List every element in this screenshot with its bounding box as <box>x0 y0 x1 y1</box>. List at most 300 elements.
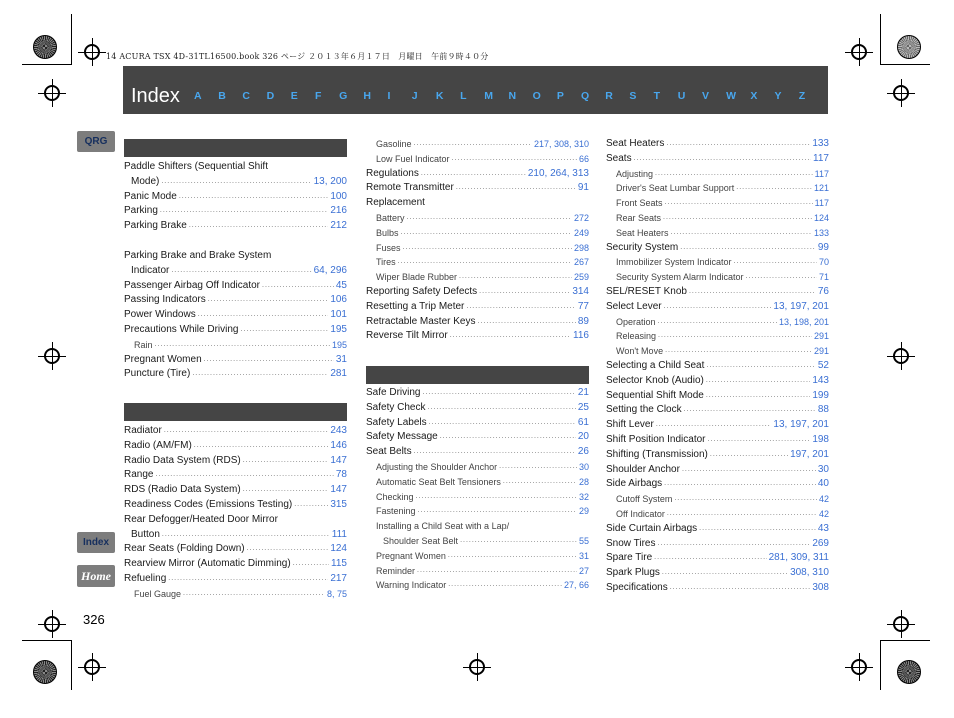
index-entry[interactable] <box>124 353 347 368</box>
index-entry[interactable] <box>366 285 589 300</box>
index-entry[interactable] <box>606 226 829 241</box>
index-entry[interactable] <box>606 196 829 211</box>
page-reference-link[interactable]: 13, 198, 201 <box>778 316 829 327</box>
entry-label: Paddle Shifters (Sequential Shift <box>124 161 268 172</box>
entry-label: Button <box>131 528 160 540</box>
dot-leader <box>418 504 577 519</box>
index-entry[interactable] <box>124 367 347 382</box>
page-reference-link[interactable]: 116 <box>573 330 589 342</box>
dot-leader <box>456 181 576 196</box>
dot-leader <box>664 300 772 315</box>
index-entry[interactable] <box>124 279 347 294</box>
index-entry[interactable] <box>606 211 829 226</box>
crop-mark <box>71 640 72 690</box>
entry-label: Fuses <box>376 242 401 253</box>
index-entry[interactable] <box>606 344 829 359</box>
index-entry[interactable] <box>606 315 829 330</box>
entry-label: Setting the Clock <box>606 404 682 416</box>
index-entry[interactable] <box>124 528 347 543</box>
page-reference-link[interactable]: 124 <box>330 543 347 555</box>
index-entry[interactable] <box>124 338 347 353</box>
section-bar-r <box>124 403 347 421</box>
page-reference-link[interactable]: 76 <box>817 285 829 297</box>
entry-label: Remote Transmitter <box>366 182 454 194</box>
page-reference-link[interactable]: 25 <box>577 401 589 413</box>
letter-link-k[interactable]: K <box>435 90 444 102</box>
index-entry[interactable] <box>366 490 589 505</box>
page-reference-link[interactable]: 147 <box>330 484 347 496</box>
letter-link-a[interactable]: A <box>194 90 202 102</box>
page-reference-link[interactable]: 106 <box>330 294 347 306</box>
home-button[interactable]: Home <box>77 565 115 587</box>
registration-mark-icon <box>44 85 60 101</box>
index-entry[interactable] <box>366 226 589 241</box>
page-reference-link[interactable]: 217 <box>330 572 347 584</box>
entry-label: Gasoline <box>376 139 412 149</box>
dot-leader <box>666 137 810 152</box>
page-reference-link[interactable]: 249 <box>573 227 589 238</box>
page-reference-link[interactable]: 291 <box>813 346 829 357</box>
index-column-2 <box>366 137 589 344</box>
entry-label: Cutoff System <box>616 494 673 505</box>
page-reference-link[interactable]: 42 <box>818 494 829 505</box>
dot-leader <box>262 279 334 294</box>
index-entry[interactable] <box>606 433 829 448</box>
color-target-icon <box>33 660 57 684</box>
index-entry[interactable] <box>124 264 347 279</box>
entry-label: Parking Brake and Brake System <box>124 249 272 261</box>
entry-label: Releasing <box>616 331 657 342</box>
page-reference-link[interactable]: 121 <box>813 183 829 194</box>
entry-label: Fuel Gauge <box>134 588 182 599</box>
page-reference-link[interactable]: 291 <box>813 331 829 342</box>
section-bar-p <box>124 139 347 157</box>
dot-leader <box>247 542 329 557</box>
entry-label: Rear Defogger/Heated Door Mirror <box>124 513 278 525</box>
index-entry[interactable] <box>366 416 589 431</box>
page-reference-link[interactable]: 88 <box>817 404 829 416</box>
page-reference-link[interactable]: 31 <box>578 550 589 561</box>
dot-leader <box>746 270 817 285</box>
index-entry[interactable] <box>366 255 589 270</box>
entry-label: Readiness Codes (Emissions Testing) <box>124 498 293 510</box>
letter-link-h[interactable]: H <box>363 90 371 102</box>
index-entry[interactable] <box>606 403 829 418</box>
crop-mark <box>880 14 881 64</box>
letter-link-u[interactable]: U <box>677 90 686 102</box>
entry-label: Side Airbags <box>606 478 663 490</box>
index-entry[interactable] <box>606 581 829 596</box>
page-reference-link[interactable]: 117 <box>814 198 829 209</box>
dot-leader <box>293 557 329 572</box>
index-entry[interactable] <box>124 308 347 323</box>
page-reference-link[interactable]: 13, 200 <box>313 175 347 187</box>
page-reference-link[interactable]: 199 <box>812 389 829 401</box>
dot-leader <box>634 152 811 167</box>
page-reference-link[interactable]: 100 <box>330 190 347 202</box>
entry-label: Sequential Shift Mode <box>606 389 704 401</box>
dot-leader <box>706 359 815 374</box>
index-entry[interactable] <box>606 448 829 463</box>
entry-label: Installing a Child Seat with a Lap/ <box>376 521 510 532</box>
page-reference-link[interactable]: 20 <box>577 431 589 443</box>
index-entry[interactable] <box>124 219 347 234</box>
letter-link-y[interactable]: Y <box>774 90 782 102</box>
crop-mark <box>71 14 72 64</box>
page-reference-link[interactable]: 21 <box>577 387 589 398</box>
letter-link-l[interactable]: L <box>460 90 467 102</box>
page-reference-link[interactable]: 217, 308, 310 <box>533 139 589 149</box>
index-entry[interactable] <box>366 300 589 315</box>
index-entry[interactable] <box>366 445 589 460</box>
letter-link-d[interactable]: D <box>266 90 275 102</box>
page-number: 326 <box>83 612 105 627</box>
dot-leader <box>440 430 576 445</box>
index-entry[interactable] <box>124 498 347 513</box>
page-reference-link[interactable]: 26 <box>577 446 589 458</box>
entry-label: Select Lever <box>606 300 662 312</box>
letter-link-q[interactable]: Q <box>581 90 590 102</box>
dot-leader <box>241 323 329 338</box>
index-entry[interactable] <box>366 181 589 196</box>
page-reference-link[interactable]: 42 <box>818 508 829 519</box>
index-entry[interactable] <box>606 300 829 315</box>
page-reference-link[interactable]: 55 <box>578 535 589 546</box>
index-entry[interactable] <box>124 572 347 587</box>
entry-label: Automatic Seat Belt Tensioners <box>376 476 501 487</box>
dot-leader <box>429 416 576 431</box>
dot-leader <box>164 424 329 439</box>
dot-leader <box>736 181 812 196</box>
index-entry[interactable] <box>606 522 829 537</box>
page-reference-link[interactable]: 272 <box>573 212 589 223</box>
dot-leader <box>699 522 816 537</box>
dot-leader <box>654 551 766 566</box>
letter-link-c[interactable]: C <box>242 90 250 102</box>
dot-leader <box>448 578 562 593</box>
page-reference-link[interactable]: 259 <box>573 272 589 283</box>
entries-r <box>124 424 347 602</box>
page-reference-link[interactable]: 89 <box>577 315 589 327</box>
index-entry[interactable] <box>366 534 589 549</box>
index-entry[interactable] <box>366 460 589 475</box>
index-entry[interactable] <box>124 204 347 219</box>
index-entry[interactable] <box>366 504 589 519</box>
index-entry[interactable] <box>366 578 589 593</box>
letter-link-v[interactable]: V <box>701 90 709 102</box>
entry-label: Selector Knob (Audio) <box>606 374 704 386</box>
page-reference-link[interactable]: 133 <box>813 227 829 238</box>
entry-label: Shift Position Indicator <box>606 433 706 445</box>
letter-link-b[interactable]: B <box>218 90 226 102</box>
index-entry[interactable] <box>606 537 829 552</box>
dot-leader <box>204 353 334 368</box>
index-entry[interactable] <box>366 401 589 416</box>
dot-leader <box>466 300 576 315</box>
index-entry[interactable] <box>606 270 829 285</box>
index-entry[interactable] <box>366 386 589 401</box>
dot-leader <box>155 338 330 353</box>
page-reference-link[interactable]: 314 <box>572 285 589 297</box>
dot-leader <box>179 190 329 205</box>
page-reference-link[interactable]: 8, 75 <box>326 588 347 599</box>
dot-leader <box>243 454 329 469</box>
index-entry[interactable] <box>124 454 347 469</box>
dot-leader <box>670 581 811 596</box>
entry-label: Rearview Mirror (Automatic Dimming) <box>124 558 291 570</box>
entry-label: Panic Mode <box>124 190 177 202</box>
page-reference-link[interactable]: 31 <box>335 353 347 365</box>
page-reference-link[interactable]: 308, 310 <box>790 567 829 579</box>
entry-label: Precautions While Driving <box>124 323 239 335</box>
qrg-button[interactable]: QRG <box>77 131 115 152</box>
entry-label: Replacement <box>366 197 425 209</box>
entry-label: Snow Tires <box>606 537 656 549</box>
index-entry[interactable] <box>124 587 347 602</box>
registration-mark-icon <box>44 616 60 632</box>
entry-label: Mode) <box>131 175 160 187</box>
index-entry[interactable] <box>124 293 347 308</box>
dot-leader <box>658 315 777 330</box>
dot-leader <box>665 344 812 359</box>
page-reference-link[interactable]: 308 <box>812 581 829 593</box>
entry-label: Radiator <box>124 425 162 436</box>
page-reference-link[interactable]: 70 <box>818 257 829 268</box>
entry-label: Radio (AM/FM) <box>124 439 192 451</box>
dot-leader <box>401 226 572 241</box>
index-entry[interactable] <box>606 152 829 167</box>
entry-label: Checking <box>376 491 414 502</box>
letter-link-o[interactable]: O <box>532 90 541 102</box>
print-header: 14 ACURA TSX 4D-31TL16500.book 326 ページ ２０１３年６月１７日 月曜日 午前９時４０分 <box>106 52 489 61</box>
page-reference-link[interactable]: 13, 197, 201 <box>773 419 829 431</box>
page-reference-link[interactable]: 267 <box>573 257 589 268</box>
entry-label: Warning Indicator <box>376 580 447 591</box>
page-reference-link[interactable]: 210, 264, 313 <box>527 167 589 179</box>
page-reference-link[interactable]: 269 <box>812 537 829 549</box>
page-reference-link[interactable]: 243 <box>330 425 347 436</box>
index-entry[interactable] <box>124 557 347 572</box>
letter-link-e[interactable]: E <box>290 90 298 102</box>
index-button[interactable]: Index <box>77 532 115 553</box>
page-reference-link[interactable]: 78 <box>335 469 347 481</box>
registration-mark-icon <box>44 348 60 364</box>
index-entry[interactable] <box>124 190 347 205</box>
index-entry <box>366 196 589 211</box>
page-reference-link[interactable]: 281, 309, 311 <box>768 552 829 564</box>
letter-link-g[interactable]: G <box>339 90 348 102</box>
page-reference-link[interactable]: 124 <box>813 212 829 223</box>
page-reference-link[interactable]: 298 <box>573 242 589 253</box>
page-reference-link[interactable]: 91 <box>577 182 589 194</box>
page-reference-link[interactable]: 115 <box>331 558 347 570</box>
entry-label: Radio Data System (RDS) <box>124 454 241 466</box>
entry-label: Spark Plugs <box>606 567 660 579</box>
dot-leader <box>198 308 329 323</box>
entry-label: Seat Heaters <box>616 227 669 238</box>
dot-leader <box>183 587 325 602</box>
letter-link-p[interactable]: P <box>556 90 564 102</box>
index-entry[interactable] <box>606 241 829 256</box>
letter-link-f[interactable]: F <box>314 90 322 102</box>
index-entry[interactable] <box>606 285 829 300</box>
color-target-icon <box>897 660 921 684</box>
letter-link-r[interactable]: R <box>605 90 613 102</box>
index-entry[interactable] <box>124 468 347 483</box>
page-reference-link[interactable]: 195 <box>331 339 347 350</box>
index-entry[interactable] <box>606 181 829 196</box>
index-entry[interactable] <box>606 329 829 344</box>
index-entry[interactable] <box>366 211 589 226</box>
dot-leader <box>459 270 572 285</box>
index-entry[interactable] <box>124 542 347 557</box>
page-reference-link[interactable]: 315 <box>330 498 347 510</box>
index-entry[interactable] <box>606 389 829 404</box>
entry-label: Parking Brake <box>124 220 187 232</box>
index-entry[interactable] <box>366 241 589 256</box>
dot-leader <box>655 167 813 182</box>
page-reference-link[interactable]: 117 <box>814 168 829 179</box>
index-entry[interactable] <box>366 430 589 445</box>
entry-label: Wiper Blade Rubber <box>376 272 458 283</box>
index-entry[interactable] <box>124 483 347 498</box>
page-reference-link[interactable]: 27, 66 <box>563 580 589 591</box>
index-entry[interactable] <box>366 137 589 152</box>
entry-label: Reminder <box>376 565 416 576</box>
page-reference-link[interactable]: 64, 296 <box>313 264 347 276</box>
page-reference-link[interactable]: 40 <box>817 478 829 490</box>
page-reference-link[interactable]: 30 <box>817 463 829 475</box>
letter-link-x[interactable]: X <box>750 90 758 102</box>
entry-label: Shifting (Transmission) <box>606 448 708 460</box>
color-target-icon <box>33 35 57 59</box>
page-reference-link[interactable]: 117 <box>813 152 829 164</box>
dot-leader <box>168 572 328 587</box>
page-reference-link[interactable]: 66 <box>578 153 589 164</box>
index-entry[interactable] <box>366 549 589 564</box>
page-reference-link[interactable]: 61 <box>577 416 589 428</box>
page-reference-link[interactable]: 30 <box>578 461 589 472</box>
page-reference-link[interactable]: 13, 197, 201 <box>773 300 829 312</box>
letter-link-m[interactable]: M <box>484 90 493 102</box>
dot-leader <box>667 507 817 522</box>
index-entry[interactable] <box>366 564 589 579</box>
page-reference-link[interactable]: 195 <box>330 323 347 335</box>
letter-link-w[interactable]: W <box>726 90 737 102</box>
index-entry[interactable] <box>606 137 829 152</box>
dot-leader <box>160 204 328 219</box>
page-reference-link[interactable]: 71 <box>818 272 829 283</box>
index-entry[interactable] <box>606 551 829 566</box>
page-reference-link[interactable]: 212 <box>330 220 347 232</box>
index-entry[interactable] <box>606 463 829 478</box>
page-reference-link[interactable]: 27 <box>578 565 589 576</box>
index-entry[interactable] <box>606 492 829 507</box>
crop-mark <box>880 64 930 65</box>
page-reference-link[interactable]: 197, 201 <box>790 448 829 460</box>
index-entry[interactable] <box>606 418 829 433</box>
entry-label: Retractable Master Keys <box>366 315 476 327</box>
index-entry[interactable] <box>606 359 829 374</box>
crop-mark <box>880 640 930 641</box>
entry-label: Won't Move <box>616 346 664 357</box>
letter-link-n[interactable]: N <box>508 90 517 102</box>
dot-leader <box>452 152 577 167</box>
index-entry[interactable] <box>124 439 347 454</box>
page-reference-link[interactable]: 216 <box>330 205 347 217</box>
entry-label: Shoulder Seat Belt <box>383 535 459 546</box>
page-reference-link[interactable]: 29 <box>578 506 589 517</box>
page-reference-link[interactable]: 133 <box>812 138 829 149</box>
index-entry <box>124 249 347 264</box>
index-entry[interactable] <box>124 323 347 338</box>
page-reference-link[interactable]: 28 <box>578 476 589 487</box>
page-title: Index <box>131 85 180 107</box>
index-entry[interactable] <box>366 315 589 330</box>
page-reference-link[interactable]: 45 <box>335 279 347 291</box>
index-entry[interactable] <box>366 475 589 490</box>
index-entry[interactable] <box>606 507 829 522</box>
index-entry[interactable] <box>366 167 589 182</box>
letter-link-t[interactable]: T <box>653 90 660 102</box>
dot-leader <box>478 315 576 330</box>
letter-link-j[interactable]: J <box>411 90 418 102</box>
entry-label: Immobilizer System Indicator <box>616 257 732 268</box>
page-reference-link[interactable]: 111 <box>331 528 347 540</box>
index-entry[interactable] <box>124 175 347 190</box>
index-entry[interactable] <box>606 255 829 270</box>
entry-label: Indicator <box>131 264 170 276</box>
page-reference-link[interactable]: 43 <box>817 522 829 534</box>
page-reference-link[interactable]: 32 <box>578 491 589 502</box>
page-reference-link[interactable]: 77 <box>577 300 589 312</box>
letter-link-z[interactable]: Z <box>798 90 806 102</box>
index-entry[interactable] <box>366 152 589 167</box>
page-reference-link[interactable]: 198 <box>812 433 829 445</box>
dot-leader <box>414 445 576 460</box>
page-reference-link[interactable]: 143 <box>812 374 829 386</box>
letter-link-i[interactable]: I <box>387 90 391 102</box>
page-reference-link[interactable]: 147 <box>330 454 347 466</box>
dot-leader <box>189 219 329 234</box>
index-entry[interactable] <box>124 424 347 439</box>
index-entry[interactable] <box>606 374 829 389</box>
entry-label: Shift Lever <box>606 419 654 431</box>
entry-label: Low Fuel Indicator <box>376 153 450 164</box>
page-reference-link[interactable]: 146 <box>330 439 347 451</box>
dot-leader <box>710 448 788 463</box>
letter-link-s[interactable]: S <box>629 90 637 102</box>
dot-leader <box>448 549 577 564</box>
page-reference-link[interactable]: 52 <box>817 359 829 371</box>
dot-leader <box>671 226 812 241</box>
entry-label: Seats <box>606 152 632 164</box>
entry-label: Rear Seats (Folding Down) <box>124 543 245 555</box>
dot-leader <box>398 255 572 270</box>
index-entry[interactable] <box>366 270 589 285</box>
index-entry[interactable] <box>606 167 829 182</box>
index-entry[interactable] <box>366 329 589 344</box>
dot-leader <box>422 386 575 401</box>
dot-leader <box>503 475 577 490</box>
index-entry[interactable] <box>606 566 829 581</box>
page-reference-link[interactable]: 101 <box>330 309 347 321</box>
page-reference-link[interactable]: 281 <box>330 368 347 380</box>
entry-label: Driver's Seat Lumbar Support <box>616 183 735 194</box>
index-entry[interactable] <box>606 477 829 492</box>
page-reference-link[interactable]: 99 <box>817 241 829 253</box>
entry-label: Safety Check <box>366 401 426 413</box>
